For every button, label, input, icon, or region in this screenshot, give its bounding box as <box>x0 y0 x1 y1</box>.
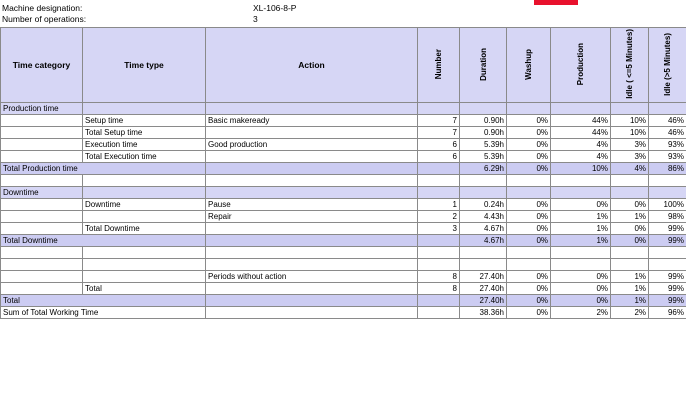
section-spacer-washup <box>507 103 551 115</box>
row-idle-gt5: 99% <box>649 271 686 283</box>
operations-count-label: Number of operations: <box>2 14 87 24</box>
row-idle-le5: 10% <box>611 127 649 139</box>
section-category-other <box>1 259 83 271</box>
row-time-type: Total <box>83 283 206 295</box>
grand-total-idle-le5: 2% <box>611 307 649 319</box>
row-washup: 0% <box>507 199 551 211</box>
row-idle-gt5: 98% <box>649 211 686 223</box>
row-idle-le5: 3% <box>611 139 649 151</box>
spacer-cell <box>418 175 460 187</box>
section-spacer-idlegt5 <box>649 187 686 199</box>
row-number: 3 <box>418 223 460 235</box>
row-number: 6 <box>418 139 460 151</box>
row-idle-le5: 0% <box>611 199 649 211</box>
section-spacer-washup <box>507 259 551 271</box>
row-production: 1% <box>551 223 611 235</box>
row-idle-le5: 1% <box>611 283 649 295</box>
row-idle-gt5: 99% <box>649 283 686 295</box>
grand-total-action <box>206 307 418 319</box>
section-total-duration: 4.67h <box>460 235 507 247</box>
section-total-idle-gt5: 99% <box>649 295 686 307</box>
row-time-type <box>83 271 206 283</box>
spacer-cell <box>206 247 418 259</box>
row-time-type: Total Downtime <box>83 223 206 235</box>
row-category <box>1 271 83 283</box>
row-duration: 27.40h <box>460 283 507 295</box>
section-spacer-timetype <box>83 259 206 271</box>
spacer-cell <box>551 175 611 187</box>
section-total-number <box>418 163 460 175</box>
row-duration: 0.90h <box>460 115 507 127</box>
section-total-idle-le5: 4% <box>611 163 649 175</box>
row-duration: 4.43h <box>460 211 507 223</box>
row-number: 8 <box>418 271 460 283</box>
header-time-category: Time category <box>1 28 83 103</box>
section-total-action <box>206 295 418 307</box>
row-action <box>206 151 418 163</box>
row-duration: 27.40h <box>460 271 507 283</box>
table-header-row <box>1 28 686 103</box>
row-category <box>1 139 83 151</box>
header-washup: Washup <box>507 28 551 103</box>
machine-info-block <box>0 3 686 25</box>
grand-total-idle-gt5: 96% <box>649 307 686 319</box>
row-category <box>1 199 83 211</box>
spacer-cell <box>649 247 686 259</box>
section-spacer-washup <box>507 187 551 199</box>
row-time-type <box>83 211 206 223</box>
section-spacer-action <box>206 187 418 199</box>
spacer-cell <box>460 175 507 187</box>
table-row <box>1 199 686 211</box>
section-total-production: 10% <box>551 163 611 175</box>
row-category <box>1 127 83 139</box>
header-time-type: Time type <box>83 28 206 103</box>
section-spacer-number <box>418 103 460 115</box>
operations-count-row <box>0 14 686 25</box>
row-production: 0% <box>551 199 611 211</box>
section-spacer-production <box>551 103 611 115</box>
row-production: 4% <box>551 151 611 163</box>
section-total-washup: 0% <box>507 163 551 175</box>
section-total-idle-gt5: 86% <box>649 163 686 175</box>
table-row <box>1 271 686 283</box>
grand-total-number <box>418 307 460 319</box>
spacer-cell <box>611 247 649 259</box>
row-time-type: Total Execution time <box>83 151 206 163</box>
row-number: 2 <box>418 211 460 223</box>
section-total-row <box>1 235 686 247</box>
row-production: 44% <box>551 127 611 139</box>
row-number: 6 <box>418 151 460 163</box>
section-total-idle-le5: 1% <box>611 295 649 307</box>
section-spacer-number <box>418 187 460 199</box>
spacer-cell <box>507 247 551 259</box>
table-row <box>1 139 686 151</box>
spacer-cell <box>1 175 83 187</box>
row-idle-gt5: 46% <box>649 115 686 127</box>
section-total-row <box>1 163 686 175</box>
section-spacer-idle5 <box>611 187 649 199</box>
row-action: Repair <box>206 211 418 223</box>
header-idle-le5: Idle ( <=5 Minutes) <box>611 28 649 103</box>
section-header-row <box>1 259 686 271</box>
section-total-number <box>418 235 460 247</box>
section-total-washup: 0% <box>507 295 551 307</box>
row-duration: 5.39h <box>460 151 507 163</box>
section-total-idle-gt5: 99% <box>649 235 686 247</box>
row-washup: 0% <box>507 223 551 235</box>
section-header-row <box>1 103 686 115</box>
row-idle-le5: 0% <box>611 223 649 235</box>
header-action: Action <box>206 28 418 103</box>
table-row <box>1 283 686 295</box>
row-washup: 0% <box>507 283 551 295</box>
section-total-production: 0% <box>551 295 611 307</box>
section-category-downtime: Downtime <box>1 187 83 199</box>
row-idle-le5: 1% <box>611 211 649 223</box>
section-spacer-action <box>206 103 418 115</box>
row-idle-le5: 10% <box>611 115 649 127</box>
spacer-cell <box>507 175 551 187</box>
row-action <box>206 283 418 295</box>
section-total-duration: 6.29h <box>460 163 507 175</box>
machine-designation-label: Machine designation: <box>2 3 83 13</box>
spacer-row <box>1 247 686 259</box>
row-production: 0% <box>551 283 611 295</box>
row-duration: 4.67h <box>460 223 507 235</box>
spacer-cell <box>551 247 611 259</box>
row-number: 8 <box>418 283 460 295</box>
section-spacer-production <box>551 187 611 199</box>
row-action: Basic makeready <box>206 115 418 127</box>
section-total-label: Total Downtime <box>1 235 206 247</box>
section-spacer-idle5 <box>611 259 649 271</box>
section-category-production: Production time <box>1 103 83 115</box>
spacer-cell <box>206 175 418 187</box>
section-total-duration: 27.40h <box>460 295 507 307</box>
table-row <box>1 223 686 235</box>
section-spacer-duration <box>460 187 507 199</box>
row-action: Pause <box>206 199 418 211</box>
row-time-type: Execution time <box>83 139 206 151</box>
row-number: 1 <box>418 199 460 211</box>
grand-total-duration: 38.36h <box>460 307 507 319</box>
section-total-action <box>206 163 418 175</box>
row-production: 4% <box>551 139 611 151</box>
operations-count-value: 3 <box>253 14 258 24</box>
section-spacer-timetype <box>83 103 206 115</box>
row-number: 7 <box>418 115 460 127</box>
row-idle-gt5: 100% <box>649 199 686 211</box>
row-category <box>1 211 83 223</box>
section-total-row <box>1 295 686 307</box>
section-total-production: 1% <box>551 235 611 247</box>
section-spacer-duration <box>460 259 507 271</box>
row-idle-gt5: 93% <box>649 139 686 151</box>
row-duration: 0.24h <box>460 199 507 211</box>
row-action <box>206 127 418 139</box>
row-idle-gt5: 93% <box>649 151 686 163</box>
row-washup: 0% <box>507 127 551 139</box>
row-washup: 0% <box>507 151 551 163</box>
row-idle-gt5: 46% <box>649 127 686 139</box>
spacer-cell <box>1 247 83 259</box>
row-category <box>1 115 83 127</box>
section-spacer-action <box>206 259 418 271</box>
section-total-washup: 0% <box>507 235 551 247</box>
row-duration: 0.90h <box>460 127 507 139</box>
section-spacer-idlegt5 <box>649 103 686 115</box>
row-action: Good production <box>206 139 418 151</box>
section-header-row <box>1 187 686 199</box>
row-category <box>1 151 83 163</box>
row-idle-le5: 3% <box>611 151 649 163</box>
section-spacer-number <box>418 259 460 271</box>
grand-total-row <box>1 307 686 319</box>
row-production: 44% <box>551 115 611 127</box>
section-spacer-timetype <box>83 187 206 199</box>
spacer-cell <box>83 247 206 259</box>
table-row <box>1 151 686 163</box>
table-row <box>1 115 686 127</box>
spacer-cell <box>460 247 507 259</box>
row-washup: 0% <box>507 115 551 127</box>
section-spacer-idle5 <box>611 103 649 115</box>
machine-designation-value: XL-106-8-P <box>253 3 297 13</box>
header-idle-gt5: Idle (>5 Minutes) <box>649 28 686 103</box>
section-total-number <box>418 295 460 307</box>
row-action: Periods without action <box>206 271 418 283</box>
row-production: 0% <box>551 271 611 283</box>
grand-total-production: 2% <box>551 307 611 319</box>
section-total-idle-le5: 0% <box>611 235 649 247</box>
row-category <box>1 283 83 295</box>
spacer-cell <box>611 175 649 187</box>
section-spacer-production <box>551 259 611 271</box>
grand-total-label: Sum of Total Working Time <box>1 307 206 319</box>
section-spacer-idlegt5 <box>649 259 686 271</box>
row-idle-gt5: 99% <box>649 223 686 235</box>
section-spacer-duration <box>460 103 507 115</box>
row-production: 1% <box>551 211 611 223</box>
row-category <box>1 223 83 235</box>
time-report-table <box>0 27 686 319</box>
row-time-type: Downtime <box>83 199 206 211</box>
section-total-label: Total <box>1 295 206 307</box>
row-washup: 0% <box>507 271 551 283</box>
row-action <box>206 223 418 235</box>
grand-total-washup: 0% <box>507 307 551 319</box>
section-total-action <box>206 235 418 247</box>
spacer-cell <box>83 175 206 187</box>
section-total-label: Total Production time <box>1 163 206 175</box>
machine-designation-row <box>0 3 686 14</box>
row-time-type: Setup time <box>83 115 206 127</box>
header-duration: Duration <box>460 28 507 103</box>
table-row <box>1 127 686 139</box>
table-row <box>1 211 686 223</box>
row-washup: 0% <box>507 139 551 151</box>
spacer-cell <box>418 247 460 259</box>
row-time-type: Total Setup time <box>83 127 206 139</box>
spacer-cell <box>649 175 686 187</box>
header-number: Number <box>418 28 460 103</box>
header-production: Production <box>551 28 611 103</box>
row-washup: 0% <box>507 211 551 223</box>
row-duration: 5.39h <box>460 139 507 151</box>
spacer-row <box>1 175 686 187</box>
row-number: 7 <box>418 127 460 139</box>
row-idle-le5: 1% <box>611 271 649 283</box>
